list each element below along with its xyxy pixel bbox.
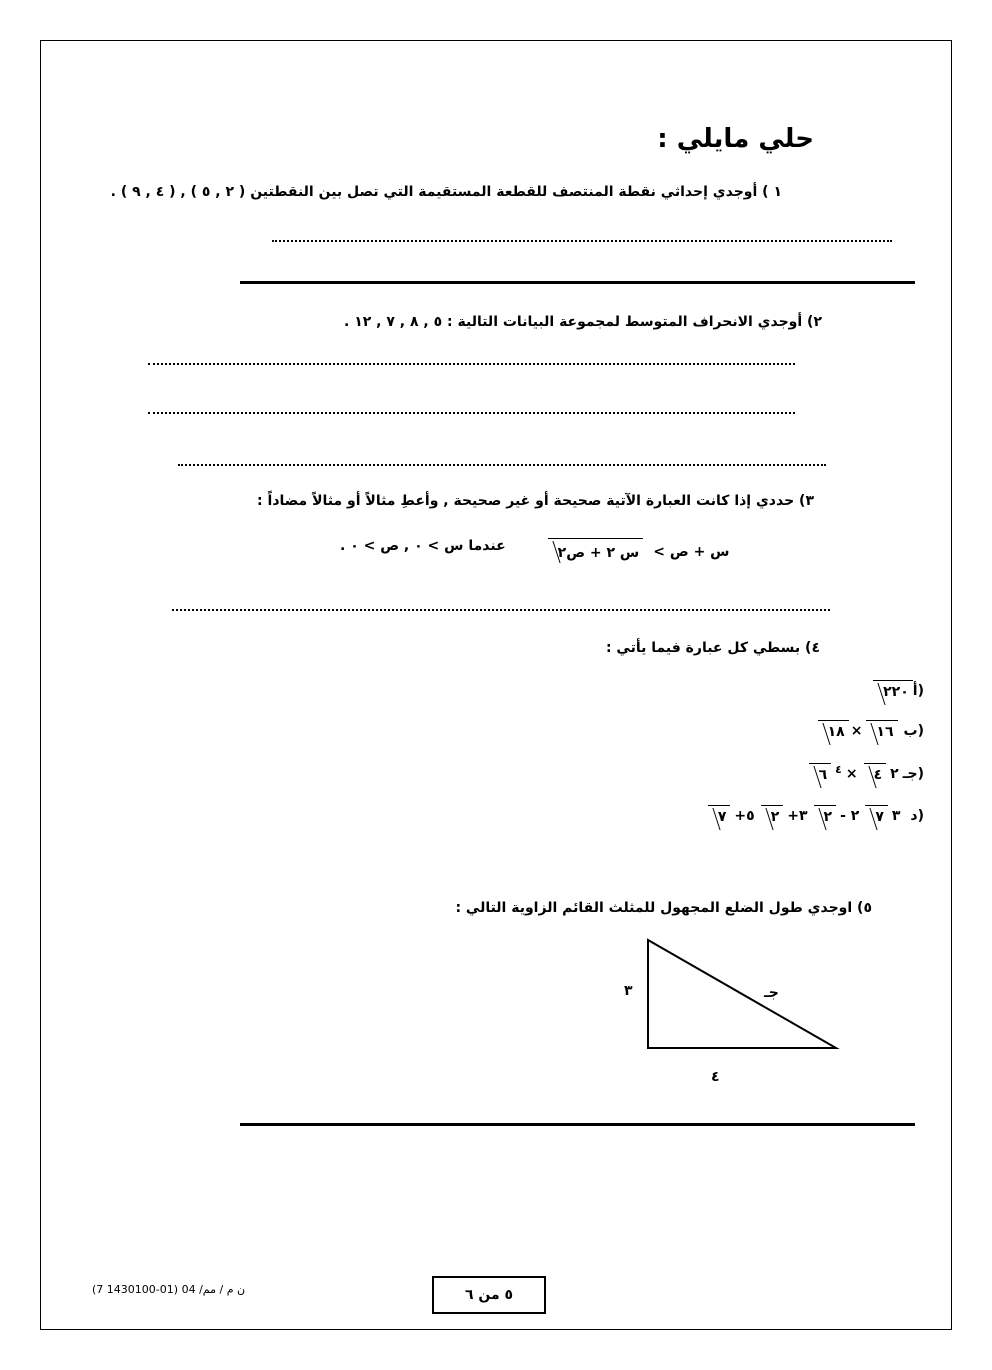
item-b bbox=[816, 720, 924, 740]
side-label-base: ٤ bbox=[711, 1069, 720, 1085]
sqrt-radical: ٢ bbox=[761, 805, 784, 825]
item-label: ب) bbox=[903, 723, 924, 739]
question-2: ٢) أوجدي الانحراف المتوسط لمجموعة البيانات التالية : ٥ , ٨ , ٧ , ١٢ . bbox=[343, 314, 822, 330]
expression-condition: عندما س > ٠ , ص > ٠ . bbox=[340, 538, 506, 554]
sqrt-radical: ٢٢٠ bbox=[873, 680, 913, 700]
item-label: د) bbox=[910, 808, 924, 824]
side-label-vertical: ٣ bbox=[624, 983, 633, 999]
answer-line bbox=[148, 412, 795, 414]
question-5: ٥) اوجدي طول الضلع المجهول للمثلث القائم الزاوية التالي : bbox=[455, 900, 872, 916]
sqrt-radical: ٤ bbox=[864, 763, 887, 783]
page-number: ٥ من ٦ bbox=[464, 1287, 514, 1303]
page-number-box bbox=[432, 1276, 546, 1314]
answer-line bbox=[272, 240, 892, 242]
sqrt-radical: ٢ bbox=[814, 805, 837, 825]
page-title: حلي مايلي : bbox=[657, 124, 814, 154]
sqrt-radical bbox=[548, 538, 644, 561]
answer-line bbox=[178, 464, 826, 466]
section-divider bbox=[240, 1123, 915, 1126]
question-1: ١ ) أوجدي إحداثي نقطة المنتصف للقطعة المستقيمة التي تصل بين النقطتين ( ٢ , ٥ ) , ( ٤ , ٩ ) . bbox=[110, 184, 782, 200]
item-d: ٧ +٥ ٢ +٣ ٢ - ٢ ٧ ٣ د) bbox=[706, 805, 924, 825]
item-label: جـ) bbox=[902, 766, 924, 782]
side-label-hypotenuse: جـ bbox=[764, 985, 779, 1001]
sqrt-radical: ١٨ bbox=[818, 720, 849, 740]
radicand: س ٢ + ص٢ bbox=[557, 545, 640, 561]
sqrt-radical: ١٦ bbox=[866, 720, 897, 740]
footer-code: ن م / مم/ 04 (01-1430100 7) bbox=[92, 1283, 246, 1296]
item-label: أ) bbox=[912, 683, 924, 699]
root-index: ٤ bbox=[835, 763, 842, 776]
question-3-expression bbox=[340, 538, 730, 561]
answer-line bbox=[172, 609, 830, 611]
question-3: ٣) حددي إذا كانت العبارة الآتية صحيحة أو غير صحيحة , وأعطِ مثالاً أو مثالاً مضاداً : bbox=[257, 493, 814, 509]
question-4: ٤) بسطي كل عبارة فيما يأتي : bbox=[605, 640, 820, 656]
answer-line bbox=[148, 363, 795, 365]
coefficient: ٢ bbox=[890, 766, 899, 782]
operator: × bbox=[845, 766, 858, 782]
right-triangle bbox=[648, 940, 836, 1048]
sqrt-radical: ٧ bbox=[708, 805, 731, 825]
right-triangle-figure bbox=[600, 930, 860, 1100]
expression-left: س + ص > bbox=[653, 544, 730, 560]
item-c bbox=[807, 763, 924, 783]
operator: × bbox=[850, 723, 863, 739]
sqrt-radical: ٧ bbox=[865, 805, 888, 825]
page-frame bbox=[40, 40, 952, 1330]
sqrt-radical: ٦ bbox=[809, 763, 832, 783]
item-a bbox=[871, 680, 924, 700]
section-divider bbox=[240, 281, 915, 284]
